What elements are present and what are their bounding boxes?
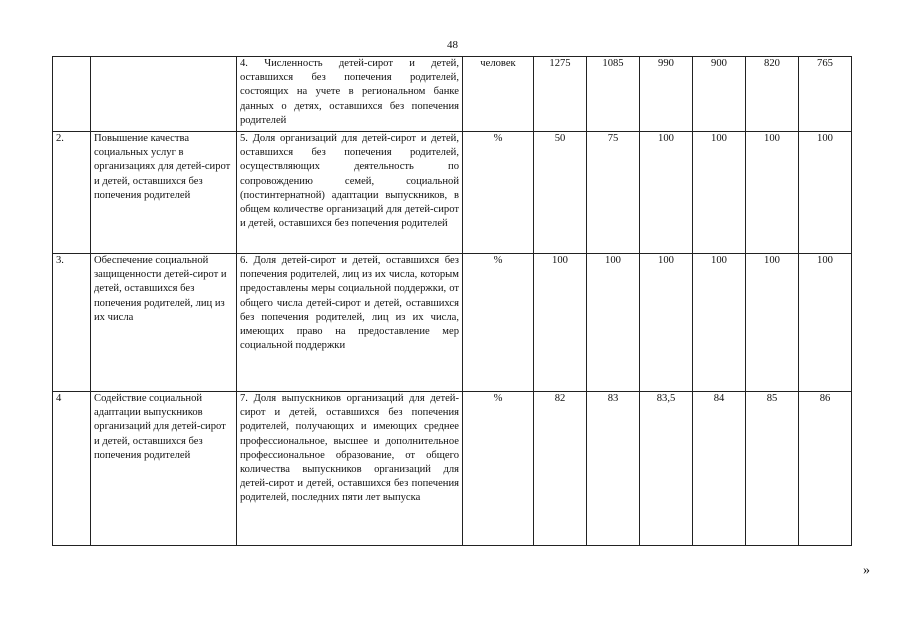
unit-cell: % xyxy=(463,392,534,546)
row-number: 3. xyxy=(53,254,91,392)
value-cell: 820 xyxy=(746,57,799,132)
table-row xyxy=(53,57,852,132)
value-cell: 100 xyxy=(746,132,799,254)
value-cell: 900 xyxy=(693,57,746,132)
value-cell: 100 xyxy=(799,132,852,254)
task-cell: Обеспечение социальной защищенности детей-сирот и детей, оставшихся без попечения родителей, лиц из их числа xyxy=(91,254,237,392)
indicator-cell: 5. Доля организаций для детей-сирот и детей, оставшихся без попечения родителей, осуществляющих деятельность по сопровождению семей, социальной (постинтернатной) адаптации выпускников, в общем количестве организаций для детей-сирот и детей, оставшихся без попечения родителей xyxy=(237,132,463,254)
closing-quote-mark: » xyxy=(863,563,870,578)
unit-cell: % xyxy=(463,254,534,392)
value-cell: 100 xyxy=(799,254,852,392)
value-cell: 82 xyxy=(534,392,587,546)
row-number xyxy=(53,57,91,132)
indicator-cell: 4. Численность детей-сирот и детей, оставшихся без попечения родителей, состоящих на учете в региональном банке данных о детях, оставшихся без попечения родителей xyxy=(237,57,463,132)
indicator-cell: 6. Доля детей-сирот и детей, оставшихся без попечения родителей, лиц из их числа, которым предоставлены меры социальной поддержки, от общего числа детей-сирот и детей, оставшихся без попечения родителей, лиц из их числа, имеющих право на предоставление мер социальной поддержки xyxy=(237,254,463,392)
indicator-cell: 7. Доля выпускников организаций для детей-сирот и детей, оставшихся без попечения родителей, получающих и имеющих среднее профессиональное, высшее и дополнительное профессиональное образование, от общего количества выпускников организаций для детей-сирот и детей, оставшихся без попечения родителей, последних пяти лет выпуска xyxy=(237,392,463,546)
value-cell: 765 xyxy=(799,57,852,132)
row-number: 2. xyxy=(53,132,91,254)
row-number: 4 xyxy=(53,392,91,546)
table-row xyxy=(53,132,852,254)
page-number: 48 xyxy=(447,39,458,51)
unit-cell: человек xyxy=(463,57,534,132)
value-cell: 75 xyxy=(587,132,640,254)
value-cell: 100 xyxy=(693,254,746,392)
value-cell: 100 xyxy=(640,254,693,392)
unit-cell: % xyxy=(463,132,534,254)
value-cell: 100 xyxy=(587,254,640,392)
task-cell: Повышение качества социальных услуг в организациях для детей-сирот и детей, оставшихся без попечения родителей xyxy=(91,132,237,254)
value-cell: 1275 xyxy=(534,57,587,132)
value-cell: 86 xyxy=(799,392,852,546)
value-cell: 83,5 xyxy=(640,392,693,546)
table-row xyxy=(53,254,852,392)
value-cell: 990 xyxy=(640,57,693,132)
value-cell: 100 xyxy=(746,254,799,392)
indicators-table xyxy=(52,56,852,546)
value-cell: 83 xyxy=(587,392,640,546)
value-cell: 1085 xyxy=(587,57,640,132)
task-cell xyxy=(91,57,237,132)
value-cell: 50 xyxy=(534,132,587,254)
value-cell: 100 xyxy=(693,132,746,254)
value-cell: 100 xyxy=(534,254,587,392)
task-cell: Содействие социальной адаптации выпускников организаций для детей-сирот и детей, оставшихся без попечения родителей xyxy=(91,392,237,546)
table-row xyxy=(53,392,852,546)
value-cell: 85 xyxy=(746,392,799,546)
value-cell: 84 xyxy=(693,392,746,546)
value-cell: 100 xyxy=(640,132,693,254)
